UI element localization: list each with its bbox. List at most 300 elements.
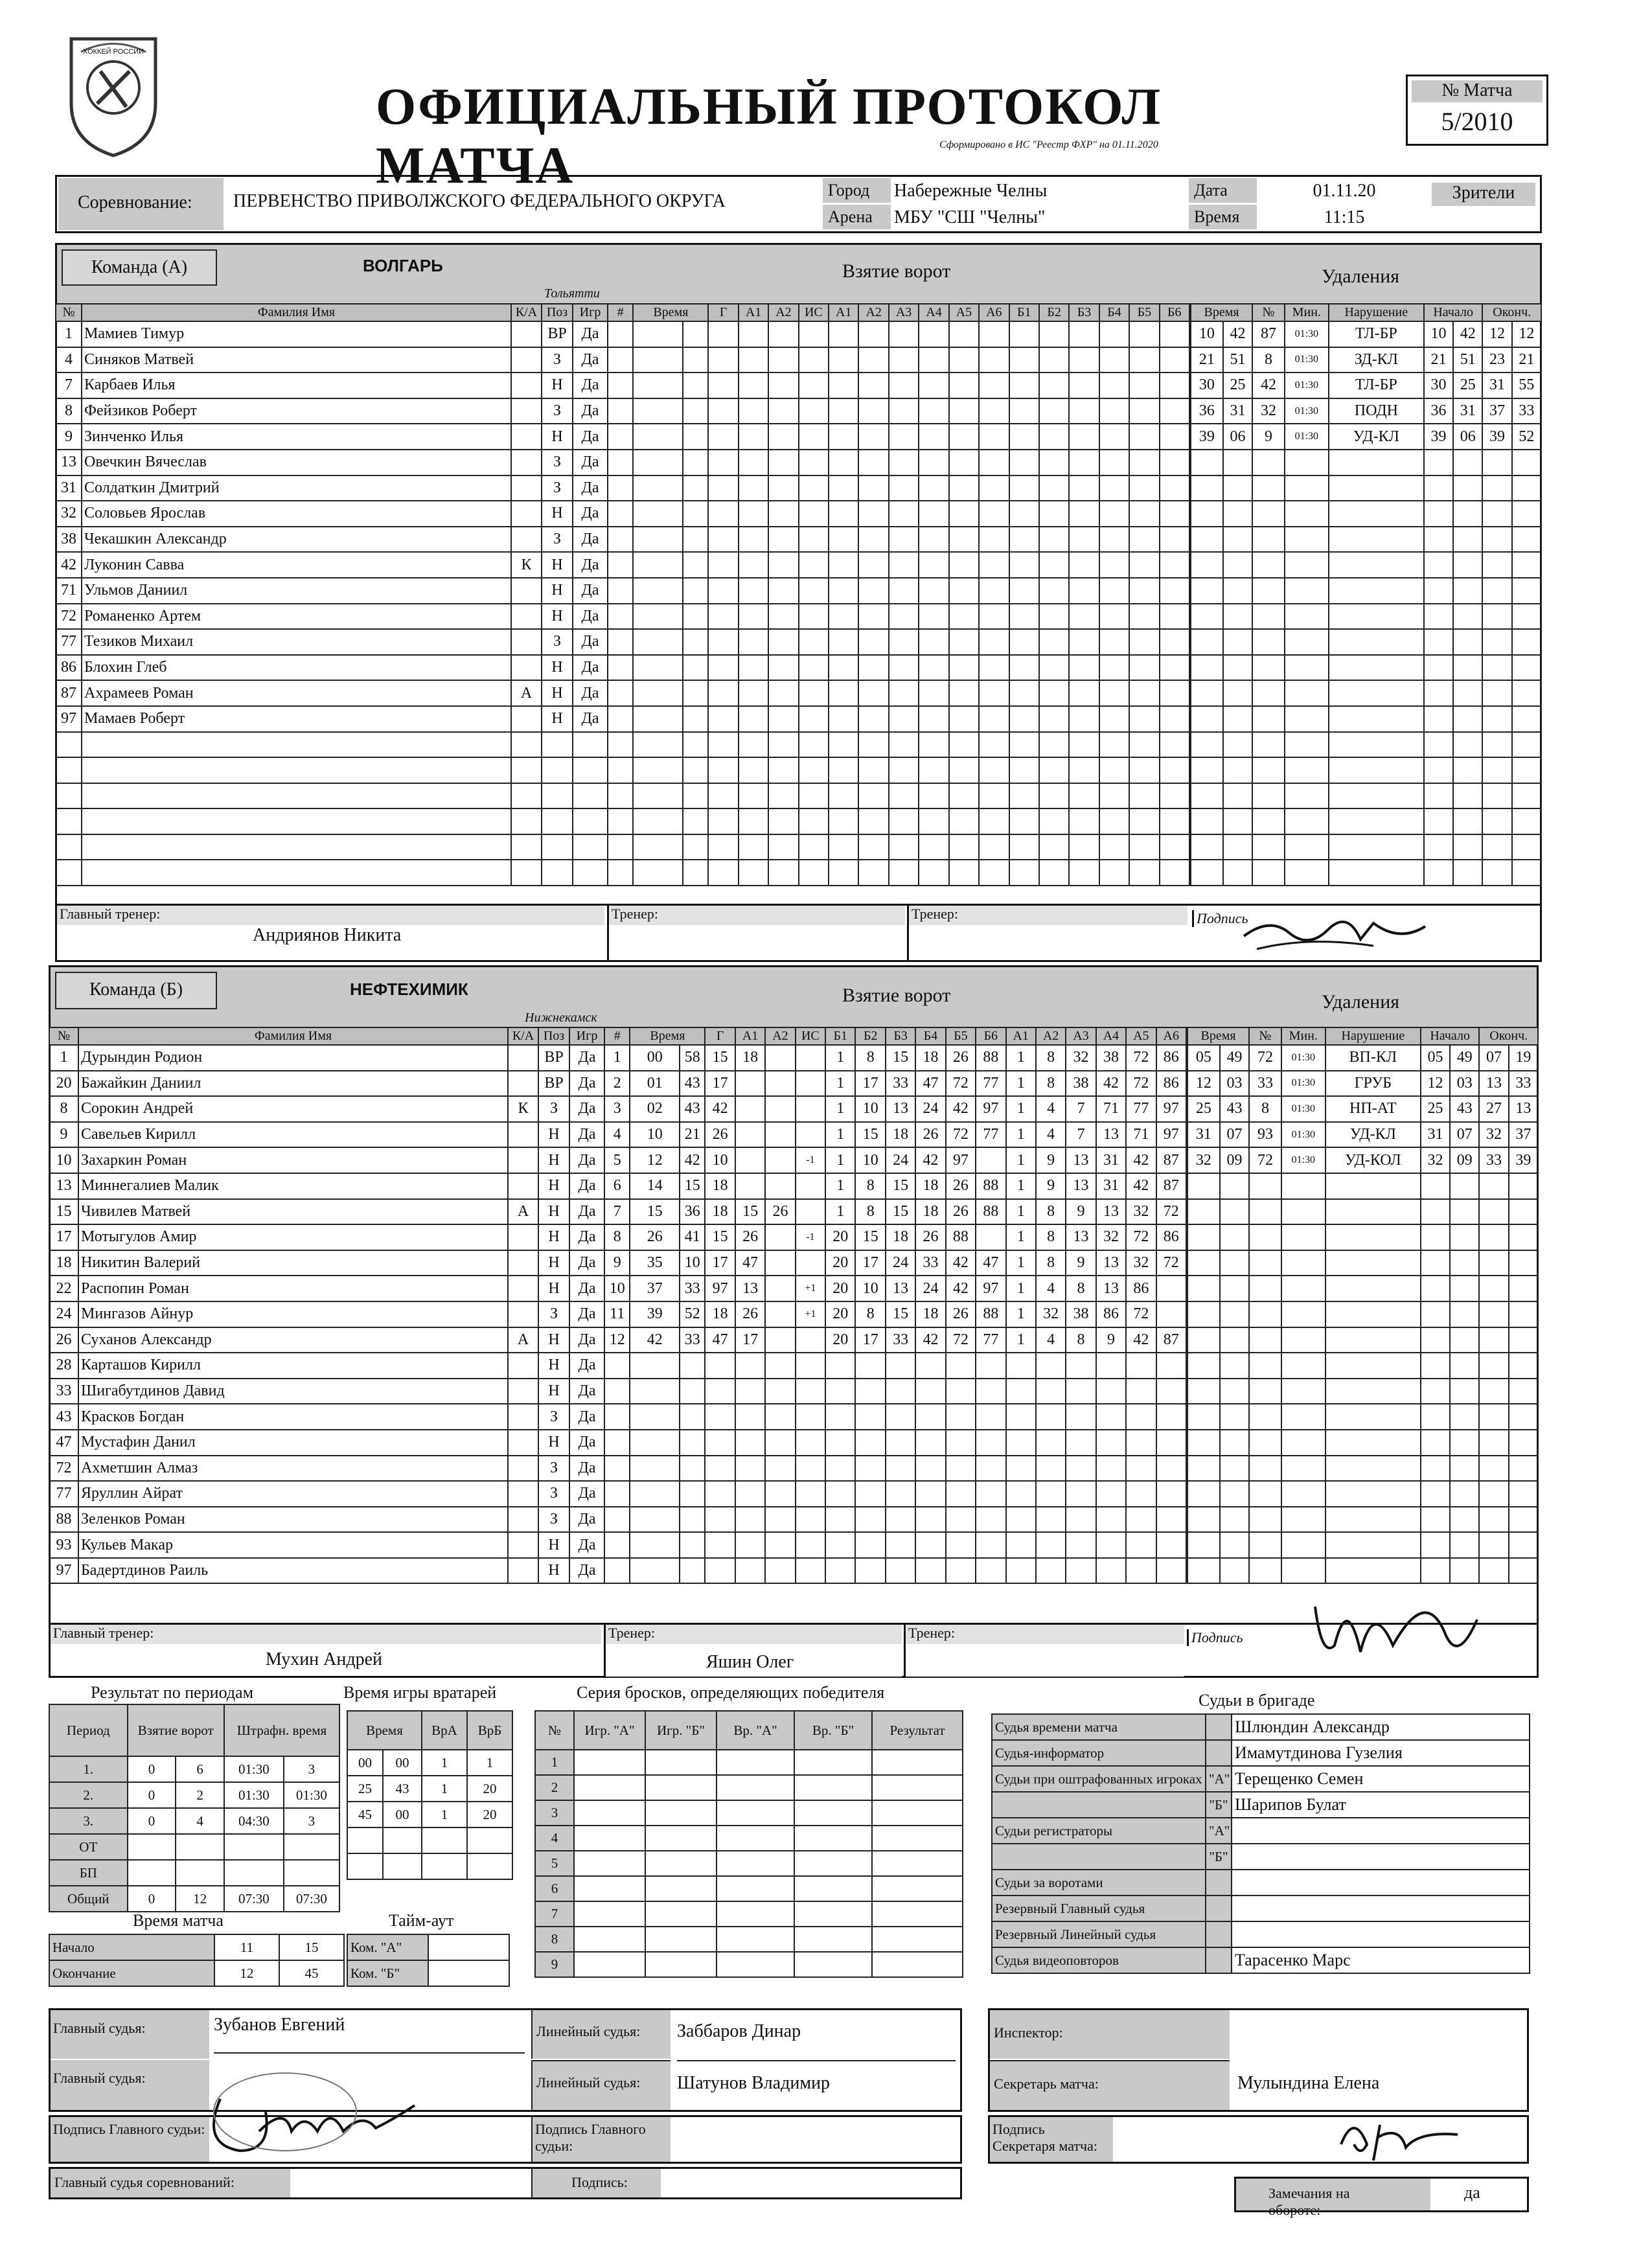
goal-cell [946,1456,976,1482]
player-pos: ВР [538,1071,569,1097]
goal-cell [1036,1532,1066,1558]
penalty-cell [1191,860,1223,886]
penalty-cell [1249,1199,1281,1225]
penalty-cell [1424,552,1453,578]
player-num [56,783,82,809]
penalty-cell: ТЛ-БР [1329,321,1424,347]
goal-cell [604,1404,630,1430]
penalty-cell [1424,783,1453,809]
goal-cell: 10 [705,1147,735,1173]
goal-cell [705,1353,735,1379]
player-name: Овечкин Вячеслав [82,450,511,475]
penalty-cell: 01:30 [1285,424,1329,450]
penalty-cell: 31 [1453,398,1482,424]
goal-cell: 18 [915,1199,945,1225]
logo-text: ХОККЕЙ РОССИИ [83,48,144,56]
goalie-cell: 20 [467,1776,512,1802]
goal-cell [889,347,919,373]
goal-cell [1039,578,1069,604]
goal-cell [633,783,683,809]
team-b-head-coach: Мухин Андрей [266,1649,383,1669]
goal-cell: 6 [604,1173,630,1199]
goal-row [604,1224,1186,1250]
goals-col-oni: А6 [979,304,1009,321]
goal-cell [979,706,1009,732]
goal-cell [979,321,1009,347]
goal-cell: 47 [735,1250,765,1276]
goal-row [604,1147,1186,1173]
goal-cell [919,398,948,424]
goal-cell [1099,808,1129,834]
shootout-cell [574,1952,645,1977]
player-num [56,757,82,783]
goal-cell [799,655,829,681]
goal-cell [768,783,798,809]
penalty-cell [1482,604,1511,630]
penalty-cell: 01:30 [1281,1071,1325,1097]
shootout-cell [794,1952,872,1977]
goal-cell [979,629,1009,655]
match-end-m: 45 [279,1960,344,1986]
penalty-row [1191,527,1541,553]
periods-title: Результат по периодам [91,1683,254,1702]
goal-cell [1066,1379,1096,1404]
goal-cell [979,424,1009,450]
goal-cell: 72 [1126,1071,1156,1097]
player-name: Синяков Матвей [82,347,511,373]
player-pos: Н [538,1250,569,1276]
goal-cell [608,347,633,373]
penalty-cell: 72 [1249,1045,1281,1071]
goal-cell [825,1404,855,1430]
goal-cell [946,1532,976,1558]
referee-row [992,1947,1530,1973]
referee-team: "А" [1206,1766,1232,1792]
goalie-cell: 00 [383,1802,422,1827]
penalty-cell: 01:30 [1285,321,1329,347]
penalty-cell [1187,1301,1220,1327]
goals-col-oni: А4 [1096,1027,1126,1045]
goalie-cell [347,1827,383,1853]
team-b-label: Команда (Б) [55,972,217,1009]
goal-cell [739,501,768,527]
penalty-cell [1223,680,1252,706]
penalty-cell [1252,706,1285,732]
goal-cell [976,1430,1005,1456]
penalty-row [1191,604,1541,630]
goal-cell [858,732,888,758]
goal-cell [683,757,708,783]
penalty-cell [1512,578,1541,604]
shootout-row [535,1927,963,1952]
player-ka [511,732,542,758]
goal-cell [889,834,919,860]
goal-cell [765,1507,795,1533]
goal-cell [683,321,708,347]
penalty-cell: 07 [1450,1122,1479,1148]
goals-col-oni: Б6 [976,1027,1005,1045]
goal-cell: 26 [735,1224,765,1250]
goalie-cell: 1 [467,1750,512,1776]
goal-cell [680,1456,705,1482]
penalty-cell [1220,1327,1249,1353]
goal-cell: 2 [604,1071,630,1097]
player-play: Да [569,1456,604,1482]
penalty-cell: 52 [1512,424,1541,450]
penalty-cell [1329,706,1424,732]
goal-cell [796,1456,825,1482]
penalty-cell: 33 [1512,398,1541,424]
goal-cell [1006,1507,1036,1533]
penalty-row [1191,578,1541,604]
goal-cell [739,527,768,553]
secretary-name: Мулындина Елена [1237,2073,1380,2093]
goalie-cell: 1 [422,1802,467,1827]
player-play: Да [569,1224,604,1250]
player-ka [511,706,542,732]
player-row [49,1327,604,1353]
referee-team [1206,1714,1232,1740]
penalty-cell [1509,1507,1538,1533]
player-row [49,1045,604,1071]
penalty-cell [1249,1327,1281,1353]
goal-cell [1039,347,1069,373]
goal-cell [799,321,829,347]
penalty-cell [1424,732,1453,758]
penalty-cell [1482,783,1511,809]
penalty-cell [1249,1379,1281,1404]
goal-cell [1129,783,1159,809]
goalie-cell: 00 [383,1750,422,1776]
goal-cell: 7 [1066,1122,1096,1148]
player-name [82,834,511,860]
goal-cell [858,398,888,424]
penalty-cell: 01:30 [1285,372,1329,398]
penalty-cell [1421,1430,1450,1456]
goal-cell [604,1456,630,1482]
penalty-cell: 37 [1482,398,1511,424]
goal-cell: 13 [1066,1147,1096,1173]
goal-cell [735,1456,765,1482]
penalty-cell [1252,860,1285,886]
team-a-players-table [55,303,608,886]
goal-cell [1069,372,1099,398]
player-ka [508,1122,538,1148]
goal-cell: 43 [680,1096,705,1122]
penalty-cell [1479,1507,1508,1533]
goal-cell [705,1558,735,1584]
penalty-cell [1249,1276,1281,1301]
period-row [49,1808,339,1834]
goal-cell [765,1532,795,1558]
goal-row [608,552,1189,578]
goal-cell [608,629,633,655]
goal-cell [886,1379,915,1404]
penalty-cell [1252,501,1285,527]
goal-cell [604,1532,630,1558]
goal-cell [1129,450,1159,475]
penalty-cell [1329,808,1424,834]
player-row [56,604,608,630]
player-num [56,732,82,758]
goal-cell [1009,527,1039,553]
player-name: Тезиков Михаил [82,629,511,655]
player-row [56,450,608,475]
player-num: 26 [49,1327,78,1353]
goal-cell [708,655,738,681]
penalty-cell [1482,706,1511,732]
goal-cell [708,732,738,758]
goal-cell [1066,1558,1096,1584]
penalty-cell: 19 [1509,1045,1538,1071]
goal-cell [1039,501,1069,527]
goal-cell [739,808,768,834]
goal-cell [683,347,708,373]
goal-cell [768,706,798,732]
goal-cell [708,629,738,655]
penalty-cell [1479,1456,1508,1482]
penalty-cell [1453,501,1482,527]
goals-col-g_is: ИС [799,304,829,321]
goal-cell [633,680,683,706]
goal-cell [915,1456,945,1482]
arena-value: МБУ "СШ "Челны" [894,207,1046,227]
player-pos: З [538,1404,569,1430]
referee-team [1206,1896,1232,1921]
timeout-b-label: Ком. "Б" [347,1960,428,1986]
penalty-cell [1285,808,1329,834]
goal-cell: 77 [976,1122,1005,1148]
goal-cell: 15 [630,1199,680,1225]
goal-cell [829,321,858,347]
goal-cell [1039,834,1069,860]
goal-cell [796,1481,825,1507]
goal-cell [739,860,768,886]
period-cell: 0 [128,1808,176,1834]
goal-cell [799,808,829,834]
goal-cell [1126,1532,1156,1558]
goal-row [608,321,1189,347]
goal-cell [765,1276,795,1301]
penalty-cell [1329,552,1424,578]
player-pos: Н [538,1353,569,1379]
goal-cell [1129,475,1159,501]
penalty-cell: 49 [1220,1045,1249,1071]
player-num: 87 [56,680,82,706]
goal-cell: 42 [915,1327,945,1353]
goal-cell [886,1481,915,1507]
penalty-cell [1450,1276,1479,1301]
player-ka [511,655,542,681]
timeout-a-label: Ком. "А" [347,1934,428,1960]
goal-cell [829,578,858,604]
goal-cell [796,1173,825,1199]
goal-cell [796,1096,825,1122]
period-cell: 12 [176,1886,224,1912]
goal-cell: 24 [915,1276,945,1301]
line-ref-2: Шатунов Владимир [677,2060,956,2094]
goal-cell [739,424,768,450]
penalty-cell [1285,680,1329,706]
penalty-cell [1220,1173,1249,1199]
periods-col-goals: Взятие ворот [128,1704,224,1756]
goal-cell [633,757,683,783]
goal-cell: 15 [886,1199,915,1225]
goal-cell [1160,424,1189,450]
player-play [573,834,608,860]
penalty-row [1191,783,1541,809]
period-row [49,1834,339,1860]
goal-cell [608,604,633,630]
goal-cell: 97 [946,1147,976,1173]
penalty-cell [1249,1404,1281,1430]
goals-col-oni: Б2 [855,1027,885,1045]
goal-cell [1129,655,1159,681]
goal-cell [633,706,683,732]
period-cell [224,1860,284,1886]
goal-cell: 1 [825,1173,855,1199]
goal-cell [1160,501,1189,527]
goal-cell: 72 [1126,1045,1156,1071]
player-ka [508,1507,538,1533]
goal-cell: 42 [946,1250,976,1276]
penalty-cell: 8 [1249,1096,1281,1122]
penalty-cell [1223,501,1252,527]
penalty-cell [1249,1507,1281,1533]
goal-cell: 7 [1066,1096,1096,1122]
goal-cell [1066,1404,1096,1430]
goal-cell [855,1481,885,1507]
shootout-col: № [535,1711,574,1750]
player-name: Мингазов Айнур [78,1301,508,1327]
team-a-name: ВОЛГАРЬ [363,256,443,275]
goal-cell [919,475,948,501]
date-label: Дата [1189,178,1257,203]
goal-cell [949,808,979,834]
penalty-cell [1223,808,1252,834]
goal-cell [855,1532,885,1558]
goal-cell [1129,860,1159,886]
team-b-coach: Яшин Олег [706,1652,794,1672]
goal-cell [735,1507,765,1533]
penalty-cell [1421,1379,1450,1404]
goal-cell [768,321,798,347]
referee-role: Судьи за воротами [992,1870,1206,1896]
goal-cell [735,1353,765,1379]
penalty-cell [1249,1250,1281,1276]
goal-cell [915,1379,945,1404]
goal-cell [1009,372,1039,398]
player-num: 4 [56,347,82,373]
team-b-coach-signature [1296,1581,1490,1678]
shootout-cell: 8 [535,1927,574,1952]
goal-cell [1069,783,1099,809]
referee-team: "А" [1206,1818,1232,1844]
goal-cell [735,1071,765,1097]
goal-cell [919,527,948,553]
goal-cell: 33 [680,1327,705,1353]
goal-cell: 32 [1036,1301,1066,1327]
goal-cell [705,1379,735,1404]
penalty-cell [1329,629,1424,655]
goal-cell [708,527,738,553]
referee-role: Судья видеоповторов [992,1947,1206,1973]
player-row [49,1430,604,1456]
goalie-cell [383,1853,422,1879]
goal-cell [1096,1481,1126,1507]
goal-cell [1009,552,1039,578]
penalty-cell [1509,1224,1538,1250]
penalty-cell: 37 [1509,1122,1538,1148]
penalty-cell [1187,1456,1220,1482]
player-pos: Н [542,655,573,681]
shootout-cell [794,1851,872,1876]
shootout-cell [574,1901,645,1927]
goal-cell [915,1404,945,1430]
goal-cell [708,834,738,860]
goal-cell: 33 [680,1276,705,1301]
penalty-cell [1187,1532,1220,1558]
penalty-cell [1512,629,1541,655]
goal-cell [825,1532,855,1558]
penalty-cell [1187,1430,1220,1456]
goal-row [604,1173,1186,1199]
penalty-cell: 31 [1482,372,1511,398]
goal-cell [608,527,633,553]
goal-cell [708,475,738,501]
goals-col-oni: Б6 [1160,304,1189,321]
penalty-cell: 87 [1252,321,1285,347]
period-cell: 07:30 [284,1886,339,1912]
goal-cell [630,1558,680,1584]
goal-cell [1129,398,1159,424]
player-row [56,398,608,424]
goal-cell [979,475,1009,501]
goal-cell: 32 [1096,1224,1126,1250]
goal-cell [919,860,948,886]
penalty-cell [1191,578,1223,604]
goal-cell: +1 [796,1301,825,1327]
goal-cell [889,655,919,681]
goal-cell [949,629,979,655]
player-num: 28 [49,1353,78,1379]
goal-cell [604,1558,630,1584]
pen-col-end: Оконч. [1482,304,1541,321]
goal-cell [608,783,633,809]
period-cell: 6 [176,1756,224,1782]
penalty-cell: 25 [1421,1096,1450,1122]
goal-cell [949,501,979,527]
penalty-cell [1191,629,1223,655]
goal-cell: 33 [915,1250,945,1276]
period-cell: 0 [128,1782,176,1808]
goal-cell [1039,757,1069,783]
goal-cell: 42 [630,1327,680,1353]
sign-main-label-2: Подпись Главного судьи: [531,2117,671,2162]
goal-row [604,1096,1186,1122]
player-pos: З [542,475,573,501]
penalty-cell [1424,475,1453,501]
period-cell: 4 [176,1808,224,1834]
player-num: 88 [49,1507,78,1533]
player-ka [508,1481,538,1507]
shootout-cell [717,1876,794,1901]
goal-cell [1006,1481,1036,1507]
team-a-label: Команда (А) [62,249,217,286]
goal-cell [886,1532,915,1558]
goal-cell [919,501,948,527]
goal-cell [1039,808,1069,834]
